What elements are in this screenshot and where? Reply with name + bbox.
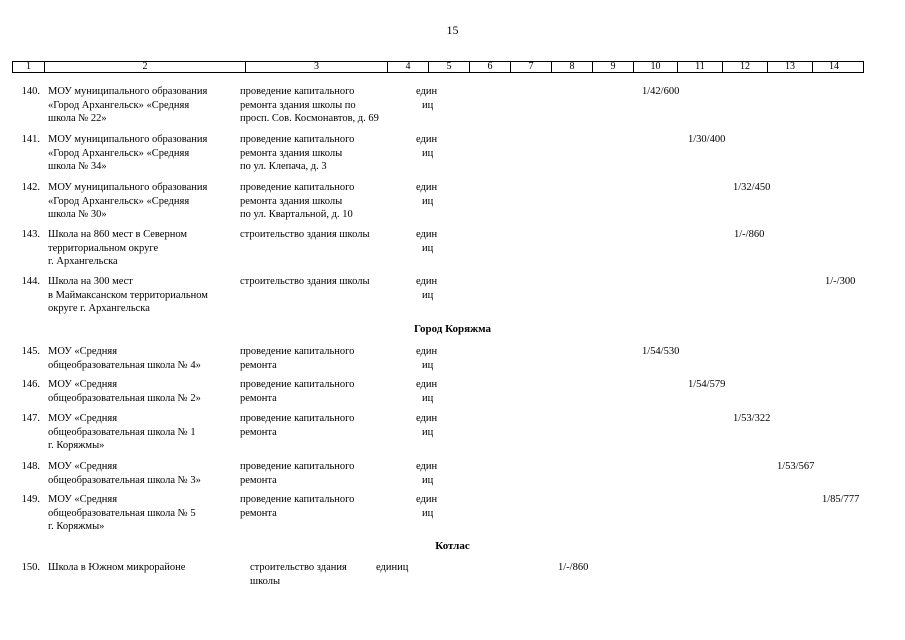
page-number: 15 [446, 23, 459, 37]
row-work: проведение капитального ремонта здания школы по ул. Квартальной, д. 10 [240, 182, 355, 220]
row-work: проведение капитального ремонта [240, 413, 355, 438]
row-name: МОУ «Средняя общеобразовательная школа № 2» [48, 379, 201, 404]
row-work: проведение капитального ремонта [240, 494, 355, 519]
header-col: 4 [387, 62, 428, 72]
row-name: МОУ «Средняя общеобразовательная школа № 4» [48, 346, 201, 371]
header-col: 12 [722, 62, 767, 72]
row-unit: един иц [416, 229, 438, 254]
header-col: 14 [812, 62, 855, 72]
row-unit: един иц [416, 86, 438, 111]
table-header [12, 61, 864, 73]
row-value: 1/85/777 [822, 494, 860, 505]
row-number: 148. [21, 461, 40, 472]
row-value: 1/32/450 [733, 182, 771, 193]
row-work: строительство здания школы [240, 229, 370, 240]
row-unit: един иц [416, 494, 438, 519]
row-unit: един иц [416, 379, 438, 404]
row-unit: един иц [416, 276, 438, 301]
row-number: 145. [21, 346, 40, 357]
row-name: МОУ муниципального образования «Город Архангельск» «Средняя школа № 34» [48, 134, 208, 172]
row-name: Школа на 860 мест в Северном территориальном округе г. Архангельска [48, 229, 188, 267]
row-number: 147. [21, 413, 40, 424]
row-work: проведение капитального ремонта [240, 346, 355, 371]
header-col: 8 [551, 62, 592, 72]
row-value: 1/53/322 [733, 413, 771, 424]
row-number: 141. [21, 134, 40, 145]
row-value: 1/30/400 [688, 134, 726, 145]
row-value: 1/-/300 [825, 276, 856, 287]
row-value: 1/54/579 [688, 379, 726, 390]
header-col: 10 [633, 62, 677, 72]
row-value: 1/53/567 [777, 461, 815, 472]
row-value: 1/-/860 [734, 229, 765, 240]
row-number: 144. [21, 276, 40, 287]
row-value: 1/42/600 [642, 86, 680, 97]
row-unit: единиц [376, 562, 409, 573]
row-unit: един иц [416, 182, 438, 207]
row-name: МОУ «Средняя общеобразовательная школа № 5 г. Коряжмы» [48, 494, 196, 532]
row-unit: един иц [416, 413, 438, 438]
section-heading: Котлас [435, 540, 470, 552]
row-work: проведение капитального ремонта [240, 379, 355, 404]
header-col: 11 [677, 62, 722, 72]
header-col: 5 [428, 62, 469, 72]
row-name: МОУ муниципального образования «Город Архангельск» «Средняя школа № 30» [48, 182, 208, 220]
row-number: 146. [21, 379, 40, 390]
section-heading: Город Коряжма [413, 323, 492, 335]
header-col: 3 [245, 62, 387, 72]
row-name: МОУ «Средняя общеобразовательная школа № 1 г. Коряжмы» [48, 413, 196, 451]
row-number: 150. [21, 562, 40, 573]
row-value: 1/54/530 [642, 346, 680, 357]
header-col: 6 [469, 62, 510, 72]
row-work: проведение капитального ремонта здания школы по просп. Сов. Космонавтов, д. 69 [240, 86, 379, 124]
row-work: строительство здания школы [250, 562, 347, 587]
row-number: 140. [21, 86, 40, 97]
row-work: проведение капитального ремонта здания школы по ул. Клепача, д. 3 [240, 134, 355, 172]
row-value: 1/-/860 [558, 562, 589, 573]
header-col: 1 [26, 61, 31, 72]
row-name: Школа на 300 мест в Маймаксанском территориальном округе г. Архангельска [48, 276, 208, 314]
row-work: проведение капитального ремонта [240, 461, 355, 486]
row-unit: един иц [416, 461, 438, 486]
row-number: 149. [21, 494, 40, 505]
row-name: Школа в Южном микрорайоне [48, 562, 186, 573]
row-name: МОУ муниципального образования «Город Архангельск» «Средняя школа № 22» [48, 86, 208, 124]
header-col: 7 [510, 62, 551, 72]
header-col: 13 [767, 62, 812, 72]
row-unit: един иц [416, 346, 438, 371]
row-number: 142. [21, 182, 40, 193]
row-name: МОУ «Средняя общеобразовательная школа № 3» [48, 461, 201, 486]
row-unit: един иц [416, 134, 438, 159]
header-col: 2 [44, 62, 245, 72]
row-work: строительство здания школы [240, 276, 370, 287]
row-number: 143. [21, 229, 40, 240]
header-col: 9 [592, 62, 633, 72]
